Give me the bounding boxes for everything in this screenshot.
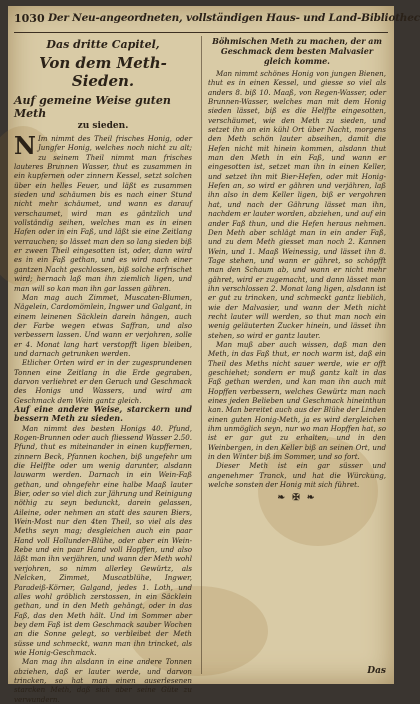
section-heading: Auf gemeine Weise guten Meth [14,94,171,120]
catchword: Das [367,666,386,676]
book-page [8,6,420,704]
paragraph: Man nimmt schönes Honig von jungen Bienen, thut es in einen Kessel, und giesse so viel als anders 8. biß 10. Maaß, von Regen-Wasser, oder Brunnen-Wasser, welches man mit dem Honig sieden lässet, biß es die Helffte eingesotten, verschäumet, wie den Meth zu sieden, und setzet ihn an ein kühl Ort über Nacht, morgens den Meth schön lauter abseihen, damit die Hefen nicht mit hinein kommen, alsdann thut man den Meth in ein Faß, und wann er eingesotten ist, setzet man ihn in einen Keller, und setzet ihn mit Bier-Hefen, oder mit Honig-Hefen an, so wird er gähren und verjähren, laß ihn also in dem Keller ligen, biß er vergohren hat, und nach der Gährung lässet man ihn, nachdem er lauter worden, abziehen, und auf ein ander Faß thun, und die Hefen heraus nehmen. Den Meth aber schlägt man in ein ander Faß, und zu dem Meth giesset man noch 2. Kannen Wein, und 1. Maaß Weinessig, und lässet ihn 8. Tage stehen, und wann er gähret, so schöpfft man den Schaum ab, und wann er nicht mehr gähret, wird er zugemacht, und dann lässet man ihn verschlossen 2. Monat lang ligen, alsdann ist er gut zu trincken, und schmeckt gantz lieblich, wie der Malvasier, und wann der Meth nicht recht lauter will werden, so thut man noch ein wenig geläuterten Zucker hinein, und lässet ihn stehen, so wird er gantz lauter. [208,69,386,340]
drop-cap: N [14,131,36,160]
paragraph: Dieser Meth ist ein gar süsser und angenehmer Tranck, und hat die Würckung, welche sonsten der Honig mit sich führet. [208,461,386,490]
paragraph: Man mag auch Zimmet, Muscaten-Blumen, Nägelein, Cardomömlein, Ingwer und Galgant, in einem leinenen Säcklein darein hängen, auch der Farbe wegen etwas Saffran, und also verbessern lassen. Und wann er verjohren, solle er 4. Monat lang hart verstopfft ligen bleiben, und darnach getrunken werden. [14,292,192,358]
chapter-heading: Von dem Meth-Sieden. [39,54,167,90]
paragraph-text: Im nimmt des Theil frisches Honig, oder Jungfer Honig, welches noch nicht zu alt; zu seinem Theil nimmt man frisches lauteres Brunnen Wasser, thut es zusammen in ein kupfernen oder zinnern Kessel, setzt solchen über ein helles Feuer, und läßt es zusammen sieden und schäumen bis es nach einer Stund nicht mehr schäumet, und wann es darauf verschaumet, wird man es gäntzlich und vollständig seihen, welches man es in einen Hafen oder in ein Faß, und läßt sie eine Zeitlang verrauchen; so lässet man den so lang sieden biß er zween Theil eingesotten ist, oder, dann wird es in ein Faß gethan, und es wird nach einer gantzen Nacht geschlossen, biß solche erfrischet wird; hernach laß man ihn ziemlich ligen, und man will so kan man ihn gar lassen gähren. [14,134,192,293]
chapter-label: Das dritte Capitel, [46,38,160,51]
page-number: 1030 [14,12,45,25]
running-title: Der Neu-angeordneten, vollständigen Haus- und Land-Bibliothec [48,12,420,24]
paragraph: Man nimmt des besten Honigs 40. Pfund, Rogen-Brunnen oder auch fliessend Wasser 2.50. Pfund, thut es miteinander in einen kupffernen, zinnern Beck, Pfannen kochen, biß ungefehr um die Helffte oder um wenig darunter, alsdann lauwarm werden. Darnach in ein Wein-Faß gethan, und ohngefehr eine halbe Maaß lauter Bier, oder so viel dich zur Jährung und Reinigung nöthig zu seyn bedunckt, darein gelassen, Aileine, oder nehmen an statt des sauren Biers, Wein-Most nur den 4ten Theil, so viel als des Meths seyn mag; desgleichen auch ein paar Hand voll Hollunder-Blühe, oder aber ein Wein-Rebe und ein paar Hand voll Hopffen, und also läßt man ihn verjähren, und wann der Meth wohl verjohren, so nimm allerley Gewürtz, als Nelcken, Zimmet, Muscatblühe, Ingwer, Paradeiß-Körner, Galgand, jedes 1. Loth, und alles wohl gröblich zerstossen, in ein Säcklein gethan, und in den Meth gehängt, oder in das Faß, das den Meth hält. Und im Sommer aber bey dem Faß ist dem Geschmack sauber Wochen an die Sonne gelegt, so verbleibet der Meth süsse und schmeckt, wann man ihn trincket, als wie Honig-Geschmack. [14,423,192,657]
paragraph: Etlicher Orten wird er in der zugesprundenen Tonnen eine Zeitlang in die Erde gegraben, darvon verliehret er den Geruch und Geschmack des Honigs und Wassers, und wird am Geschmack dem Wein gantz gleich. [14,358,192,405]
inline-head-text: Auf eine andere Weise, starckern und bessern Meth zu sieden. [14,403,192,424]
page-header [14,12,420,30]
paragraph: Man muß aber auch wissen, daß man den Meth, in das Faß thut, er noch warm ist, daß ein Theil des Meths nicht sauer werde, wie er offt geschiehet; sondern er muß gantz kalt in das Faß gethan werden, und kan man ihn auch mit Hopffen verbessern, welches Gewürtz man nach eines jeden Belieben und Geschmack hineinthun kan. Man bereitet auch aus der Blühe der Linden einen guten Honig-Meth, ja es wird dergleichen ihm unmöglich seyn, nur wo man Hopffen hat, so ist er gar gut zu erhalten, und in den Weinbergen, in den Keller biß an seinen Ort, und in den Winter biß im Sommer, und so fort. [208,339,386,462]
left-column [14,36,192,704]
header-rule [14,32,388,33]
right-column [208,36,386,676]
paragraph [14,131,192,293]
column-divider [201,36,202,674]
ornament-glyph: ❧ ✠ ❧ [277,493,317,504]
recipe-title: Böhmischen Meth zu machen, der am Geschmack dem besten Malvasier gleich komme. [212,36,382,66]
section-heading-continued: zu sieden. [77,121,129,131]
inline-section-heading [14,405,192,424]
paragraph: Man mag ihn alsdann in eine andere Tonnen abziehen, daß er lauter werde, und darvon trincken, so hat man einen auserlesenen starcken Meth, daß sich aber seine Güte zu verwundern. [14,657,192,704]
